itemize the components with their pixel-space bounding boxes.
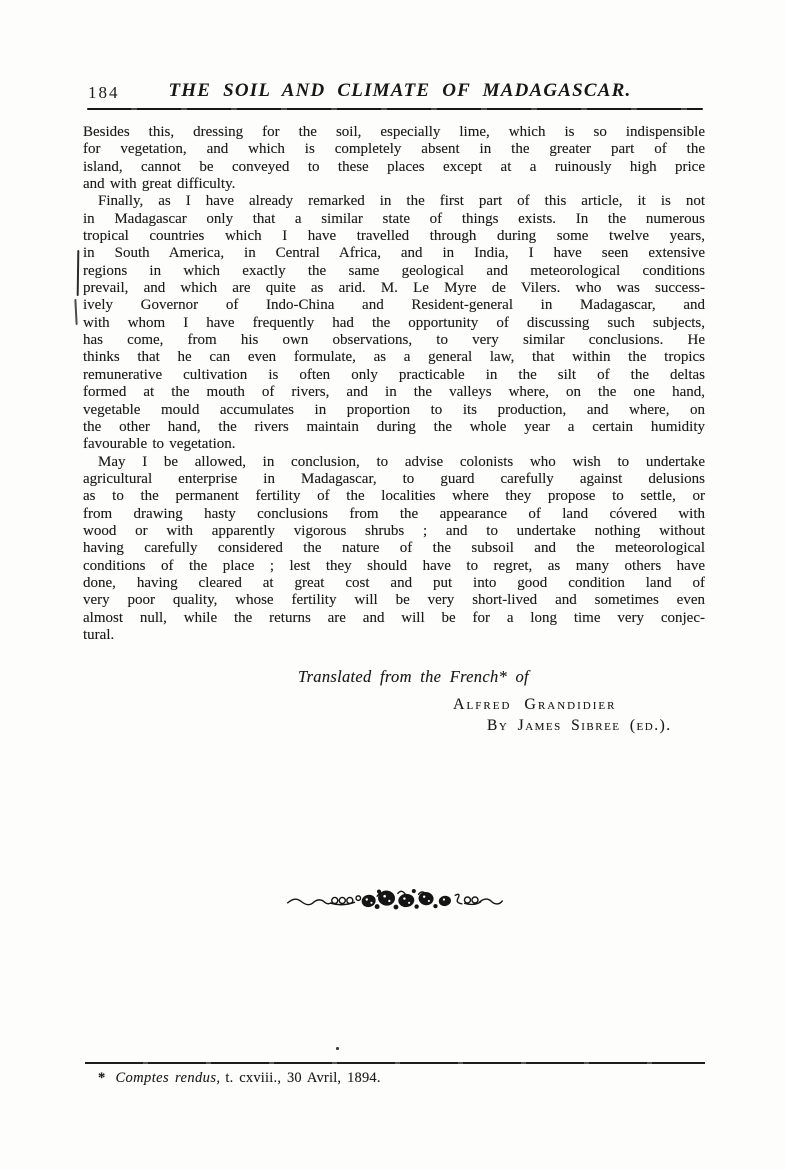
text-line: in Madagascar only that a similar state of things exists. In the numerous	[83, 210, 705, 227]
paragraph	[83, 124, 705, 193]
text-line: has come, from his own observations, to very similar conclusions. He	[83, 332, 705, 349]
text-line: remunerative cultivation is often only practicable in the silt of the deltas	[83, 366, 705, 383]
text-line: having carefully considered the nature of the subsoil and the meteorological	[83, 540, 705, 557]
signature-translated-line: Translated from the French* of	[298, 667, 529, 687]
text-line: island, cannot be conveyed to these places except at a ruinously high price	[83, 158, 705, 175]
margin-pen-mark	[77, 250, 80, 296]
page-number: 184	[88, 83, 120, 102]
text-line: very poor quality, whose fertility will be very short-lived and sometimes even	[83, 592, 705, 609]
text-line: from drawing hasty conclusions from the appearance of land cóvered with	[83, 505, 705, 522]
text-line: vegetable mould accumulates in proportion to its production, and where, on	[83, 401, 705, 418]
footnote-rule	[85, 1062, 705, 1064]
text-line: almost null, while the returns are and will be for a long time very conjec-	[83, 609, 705, 626]
scan-artifact-dot	[336, 1047, 339, 1050]
text-line: ively Governor of Indo-China and Resident-general in Madagascar, and	[83, 297, 705, 314]
text-line: regions in which exactly the same geological and meteorological conditions	[83, 262, 705, 279]
paragraph	[83, 193, 705, 453]
text-line: tropical countries which I have travelled through during some twelve years,	[83, 228, 705, 245]
text-line: prevail, and which are quite as arid. M. Le Myre de Vilers. who was success-	[83, 280, 705, 297]
text-line: with whom I have frequently had the opportunity of discussing such subjects,	[83, 314, 705, 331]
margin-pen-mark	[74, 299, 77, 325]
text-line: done, having cleared at great cost and put into good condition land of	[83, 574, 705, 591]
text-line: and with great difficulty.	[83, 176, 236, 193]
text-line: Besides this, dressing for the soil, especially lime, which is so indispensible	[83, 124, 705, 140]
signature-author: Alfred Grandidier	[453, 695, 617, 713]
floral-tailpiece-ornament	[279, 884, 511, 916]
text-line: conditions of the place ; lest they should have to regret, as many others have	[83, 557, 705, 574]
running-head	[83, 80, 705, 106]
text-line: for vegetation, and which is completely absent in the greater part of the	[83, 141, 705, 158]
footnote-source: Comptes rendus,	[115, 1070, 221, 1086]
signature-editor: By James Sibree (ed.).	[487, 717, 672, 734]
text-line: Finally, as I have already remarked in the first part of this article, it is not	[98, 193, 705, 210]
footnote	[98, 1070, 381, 1087]
text-line: May I be allowed, in conclusion, to advise colonists who wish to undertake	[98, 453, 705, 470]
text-line: favourable to vegetation.	[83, 436, 236, 453]
text-line: wood or with apparently vigorous shrubs ; and to undertake nothing without	[83, 522, 705, 539]
body-text-column	[83, 124, 705, 734]
footnote-marker: *	[98, 1070, 106, 1086]
text-line: in South America, in Central Africa, and in India, I have seen extensive	[83, 245, 705, 262]
header-rule	[87, 108, 703, 110]
text-line: thinks that he can even formulate, as a general law, that within the tropics	[83, 349, 705, 366]
running-title: THE SOIL AND CLIMATE OF MADAGASCAR.	[168, 80, 632, 101]
text-line: as to the permanent fertility of the localities where they propose to settle, or	[83, 488, 705, 505]
footnote-citation: t. cxviii., 30 Avril, 1894.	[225, 1070, 381, 1086]
text-line: formed at the mouth of rivers, and in the valleys where, on the one hand,	[83, 384, 705, 401]
text-line: tural.	[83, 626, 115, 643]
text-line: agricultural enterprise in Madagascar, to guard carefully against delusions	[83, 470, 705, 487]
text-line: the other hand, the rivers maintain during the whole year a certain humidity	[83, 418, 705, 435]
paragraph	[83, 454, 705, 645]
